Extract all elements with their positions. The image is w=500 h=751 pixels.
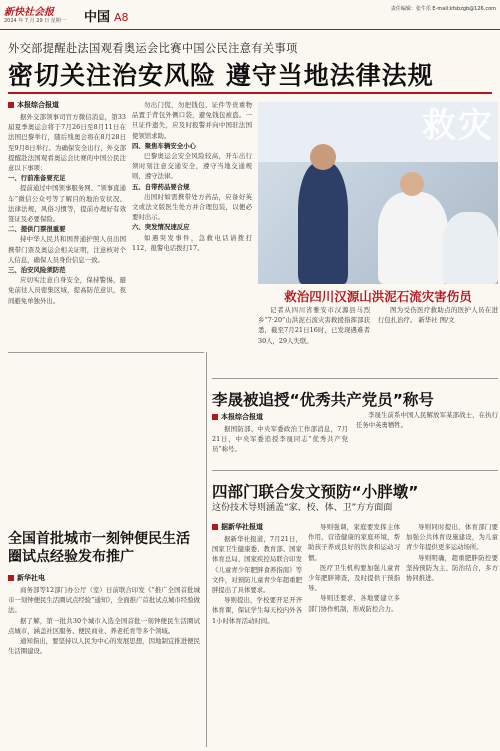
headline-rule xyxy=(8,92,492,94)
top-story-kicker: 外交部提醒赴法国观看奥运会比赛中国公民注意有关事项 xyxy=(8,42,298,55)
child-story-subhead: 这份技术导则涵盖“家、校、体、卫”方方面面 xyxy=(212,503,393,513)
doctor-figure xyxy=(378,192,448,284)
news-photo xyxy=(258,102,498,284)
child-story-col1: 据新华社报道，7月21日，国家卫生健康委、教育部、国家体育总局、国家疾控局联合印发《儿童青少年肥胖食养指南》等文件，对预防儿童青少年超重肥胖提出了具体要求。 导则提出，学校要开足开齐体育课，保证学生每天校内外各1小时体育活动时间。 xyxy=(212,535,302,625)
top-story-col1: 据外交部领事司官方微信消息，第33届夏季奥运会将于7月26日至8月11日在法国巴黎举行，随后残奥会将在8月28日至9月8日举行。为确保安全出行，外交部提醒赴法国观看奥运会比赛的中国公民注意以下事项： 一、行前准备要充足 提前通过中国领事服务网、“领事直通车”微信公众号等了解目的地治安状况、法律法规、风俗习惯等，提前办理好有效签证及必要保险。 二、提供门票很重要 持中华人民共和国普通护照人员出国携带门票及奥运会相关证明，注意核对个人信息，确保人员身份信息一致。 三、治安风险须防范 应切实注意自身安全，保持警惕，避免前往人员密集区域，提高防范意识，夜间避免单独外出。 xyxy=(8,113,126,305)
doctor-head xyxy=(400,172,424,196)
child-story-headline: 四部门联合发文预防“小胖墩” xyxy=(212,483,419,501)
left-story-byline: 新华社电 xyxy=(8,573,45,583)
dateline: 2024 年 7 月 29 日 星期一 xyxy=(4,18,66,24)
section-title: 中国 A8 xyxy=(84,10,129,25)
top-story-headline: 密切关注治安风险 遵守当地法律法规 xyxy=(8,61,434,90)
page-number: A8 xyxy=(114,11,129,24)
child-story-col2: 导则强调，家庭要发挥主体作用，营造健康的家庭环境，帮助孩子养成良好的饮食和运动习惯。 医疗卫生机构要加强儿童青少年肥胖筛查，及时提供干预指导。 导则还要求，各地要建立多部门协作机制，形成防控合力。 xyxy=(308,523,400,613)
child-story-byline: 据新华社报道 xyxy=(212,522,263,532)
person-head xyxy=(310,144,336,170)
award-headline: 李晟被追授“优秀共产党员”称号 xyxy=(212,391,434,409)
photo-overlay-text: 救灾 xyxy=(422,106,494,146)
newspaper-logo: 新快社会报 xyxy=(4,7,54,18)
nurse-figure xyxy=(443,212,498,284)
masthead xyxy=(0,0,500,30)
top-story-byline: 本报综合报道 xyxy=(8,100,59,110)
divider xyxy=(212,470,498,471)
photo-title: 救治四川汉源山洪泥石流灾害伤员 xyxy=(284,289,472,304)
photo-caption-left: 记者从四川省雅安市汉源县马烈乡“7·20”山洪泥石流灾害救援指挥部获悉，截至7月21日16时，已发现遇难者30人，29人失联。 xyxy=(258,306,370,345)
top-story-col2: 勿出门慌，勿把钱包、证件等贵重物品置于背包外侧口袋，避免钱包被盗。一旦证件遗失，应及时报警并向中国驻法国使领馆求助。 四、聚焦车辆安全小心 巴黎奥运会安全风险较高，开车出行须时刻注意交通安全，遵守当地交通规则，遵守法律。 五、自带药品要合规 出国时如需携带处方药品，应备好英文或法文版医生处方并合理包装，以便必要时出示。 六、突发情况速反应 如遇突发事件，急救电话请拨打112，报警电话拨打17。 xyxy=(132,101,252,252)
left-story-body: 商务部等12部门办公厅（室）日前联合印发《“推广全国首批城市一刻钟便民生活圈试点经验”通知》，全面推广首批试点城市经验做法。 据了解，第一批共30个城市入选全国首批一刻钟便民生活圈试点城市，涵盖社区服务、便民商业、养老托育等多个领域。 通知指出，要坚持以人民为中心的发展思想，因地制宜推进便民生活圈建设。 xyxy=(8,586,200,656)
award-text-b: 李晟生前系中国人民解放军某部战士，在执行任务中英勇牺牲。 xyxy=(356,411,498,430)
child-story-col3: 导则同时提出，体育部门要加强公共体育设施建设，为儿童青少年提供更多运动场所。 导则明确，超重肥胖防控要坚持预防为主、防治结合，多方协同推进。 xyxy=(406,523,498,583)
column-divider xyxy=(206,352,207,747)
left-story-headline: 全国首批城市一刻钟便民生活圈试点经验发布推广 xyxy=(8,531,190,565)
award-byline: 本报综合报道 xyxy=(212,412,263,422)
photo-caption-right: 图为受伤医疗救助点的医护人员在进行包扎治疗。 新华社 图/文 xyxy=(378,306,498,325)
divider xyxy=(8,352,204,353)
editor-info: 责任编辑：张牛乐 E-mail:kfsbzgb@126.com xyxy=(390,6,496,12)
person-figure xyxy=(298,162,348,284)
divider xyxy=(212,378,498,379)
award-text-a: 据国防部、中央军委政治工作部消息，7月21日，中央军委追授李晟同志“优秀共产党员”称号。 xyxy=(212,425,348,454)
